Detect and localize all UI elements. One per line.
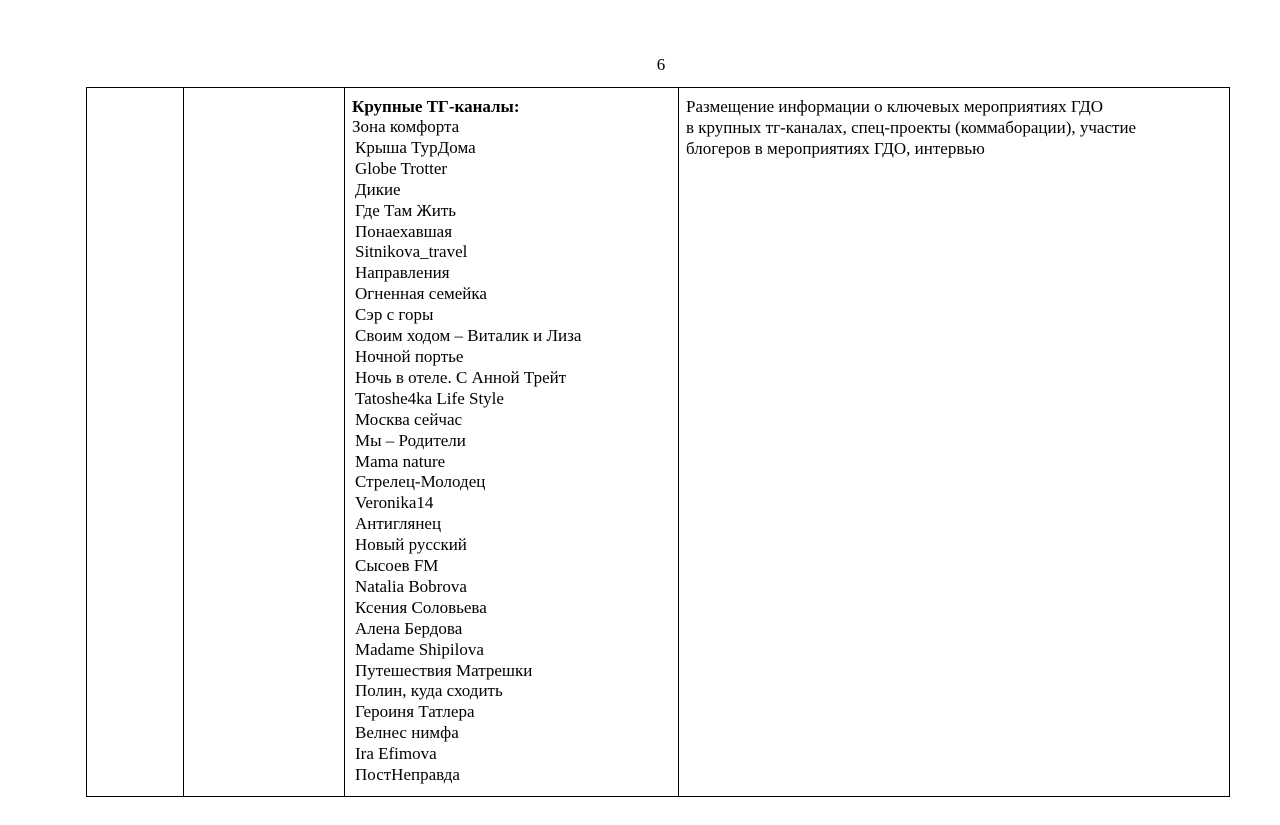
channel-item: Москва сейчас [355, 409, 463, 429]
description-line: блогеров в мероприятиях ГДО, интервью [686, 139, 985, 158]
description-line: Размещение информации о ключевых мероприятиях ГДО [686, 97, 1104, 116]
channel-item: Ксения Соловьева [355, 597, 487, 617]
channel-item: Велнес нимфа [355, 723, 459, 743]
channel-item: Своим ходом – Виталик и Лиза [355, 326, 582, 346]
channel-item: Антиглянец [355, 514, 442, 534]
channel-item: Mama nature [355, 451, 446, 471]
channel-item: Сэр с горы [355, 305, 434, 325]
channel-item: Алена Бердова [355, 618, 463, 638]
channel-item: Сысоев FM [355, 556, 439, 576]
channel-item: Veronika14 [355, 493, 434, 513]
channel-item: Направления [355, 263, 450, 283]
channel-item: Natalia Bobrova [355, 576, 467, 596]
channel-item: Мы – Родители [355, 430, 466, 450]
table-cell-description [679, 88, 1230, 797]
channel-item: Globe Trotter [355, 158, 448, 178]
description-line: в крупных тг-каналах, спец-проекты (коммаборации), участие [686, 118, 1137, 137]
table-cell-channels [345, 88, 679, 797]
table-cell-empty-1 [87, 88, 184, 797]
channel-item: Tatoshe4ka Life Style [355, 388, 504, 408]
channel-item: Sitnikova_travel [355, 242, 468, 262]
channel-item: Madame Shipilova [355, 639, 484, 659]
channel-item: Ночь в отеле. С Анной Трейт [355, 367, 567, 387]
channel-item: Ночной портье [355, 346, 464, 366]
channel-item: Крыша ТурДома [355, 137, 476, 157]
channel-item: Героиня Татлера [355, 702, 475, 722]
channel-item: Полин, куда сходить [355, 681, 503, 701]
channel-item: Огненная семейка [355, 284, 487, 304]
channel-item: Дикие [355, 179, 401, 199]
channel-item: Стрелец-Молодец [355, 472, 486, 492]
channel-item: Путешествия Матрешки [355, 660, 533, 680]
channel-item: Понаехавшая [355, 221, 453, 241]
channel-item: Новый русский [355, 535, 467, 555]
channel-item: Ira Efimova [355, 744, 437, 764]
channel-item: Где Там Жить [355, 200, 457, 220]
channels-heading: Крупные ТГ-каналы: [352, 97, 520, 116]
channel-item: Зона комфорта [352, 117, 460, 136]
channel-item: ПостНеправда [355, 765, 460, 785]
table-row [87, 88, 1230, 797]
page-number: 6 [656, 55, 666, 74]
table-cell-empty-2 [184, 88, 345, 797]
document-table [86, 87, 1230, 797]
channels-list [352, 117, 678, 786]
